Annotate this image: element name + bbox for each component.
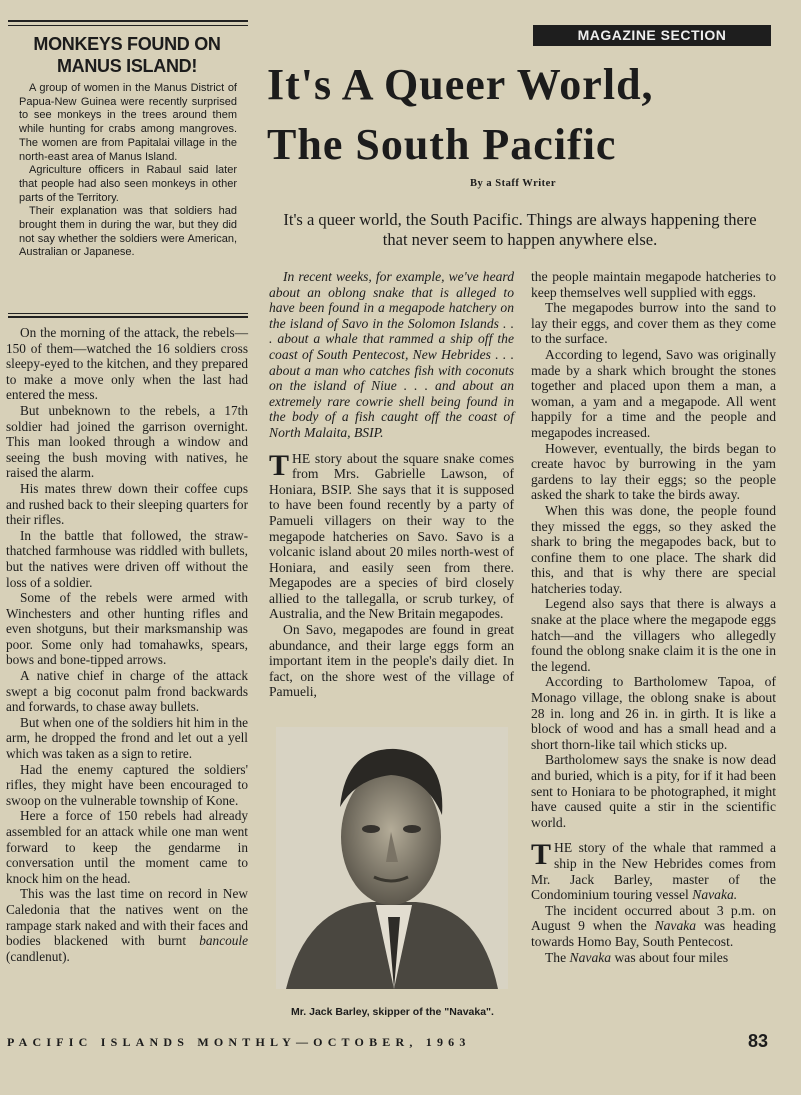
right-column	[531, 269, 776, 965]
article-paragraph: Here a force of 150 rebels had already assembled for an attack while one man went forward to keep the gendarme in conversation until the moment came to knock him on the head.	[6, 808, 248, 886]
article-paragraph: the people maintain megapode hatcheries to keep themselves well supplied with eggs.	[531, 269, 776, 300]
final-paragraph: The Navaka was about four miles	[545, 949, 729, 965]
byline: By a Staff Writer	[470, 178, 556, 189]
square-snake-paragraph: THE story about the square snake comes from Mrs. Gabrielle Lawson, of Honiara, BSIP. She says that it is supposed to have been found recently by a party of Pamueli villagers on their way to the megapode hatcheries on Savo. Savo is a volcanic island about 20 miles north-west of Honiara, and easily seen from there. Megapodes are a species of bird closely allied to the tallegalla, or scrub turkey, of Australia, and the New Britain megapodes.	[269, 448, 514, 622]
section-label	[533, 25, 771, 46]
article-paragraph: A native chief in charge of the attack swept a big coconut palm frond backwards and forwards, to chase away bullets.	[6, 668, 248, 715]
whale-paragraph: THE story of the whale that rammed a ship in the New Hebrides comes from Mr. Jack Barley, master of the Condominium touring vessel Navaka.	[531, 838, 776, 903]
footer-publication: PACIFIC ISLANDS MONTHLY—OCTOBER, 1963	[7, 1035, 471, 1049]
sidebar-headline	[14, 33, 240, 77]
article-paragraph: However, eventually, the birds began to create havoc by burrowing in the yam gardens to lay their eggs; so the people asked the shark to take the birds away.	[531, 440, 776, 503]
sidebar-paragraph: Agriculture officers in Rabaul said later that people had also seen monkeys in other parts of the Territory.	[19, 164, 237, 204]
intro-italic: In recent weeks, for example, we've heard about an oblong snake that is alleged to have been found in a megapode hatchery on the island of Savo in the Solomon Islands . . . about a whale that rammed a ship off the coast of South Pentecost, New Hebrides . . . about a man who catches fish with coconuts on the island of Niue . . . and about an extremely rare cowrie shell being found in the body of a fish caught off the coast of North Malaita, BSIP.	[269, 269, 514, 440]
article-paragraph: But unbeknown to the rebels, a 17th soldier had joined the garrison overnight. This man looked through a window and seeing the bush moving with natives, he raised the alarm.	[6, 402, 248, 481]
sidebar-paragraph: Their explanation was that soldiers had brought them in during the war, but they did not say whether the soldiers were American, Australian or Japanese.	[19, 205, 237, 259]
sidebar-bottom-rule-thin	[8, 313, 248, 314]
photo-caption: Mr. Jack Barley, skipper of the "Navaka".	[291, 1006, 494, 1018]
portrait-image	[276, 727, 508, 989]
article-paragraph: When this was done, the people found they missed the eggs, so they asked the shark to bring the megapodes back, but to confine them to one place. The shark did this, and that is why there are special hatcheries today.	[531, 502, 776, 596]
sidebar-box	[14, 33, 240, 260]
article-paragraph: According to Bartholomew Tapoa, of Monago village, the oblong snake is about 28 in. long and 26 in. in girth. It is like a block of wood and has a small head and a short thorn-like tail which sticks up.	[531, 674, 776, 752]
article-title	[267, 58, 787, 172]
page-number: 83	[748, 1031, 769, 1051]
sidebar-bottom-rule	[8, 316, 248, 318]
sidebar-paragraph: A group of women in the Manus District of Papua-New Guinea were recently surprised to see monkeys in the trees around them while hunting for crabs among mangroves. The women are from Papitalai village in the north-east area of Manus Island.	[19, 82, 237, 163]
standfirst: It's a queer world, the South Pacific. Things are always happening there that never seem to happen anywhere else.	[283, 210, 757, 249]
article-paragraph: The megapodes burrow into the sand to lay their eggs, and cover them as they come to the surface.	[531, 300, 776, 347]
dropcap: T	[269, 448, 290, 482]
article-paragraph: But when one of the soldiers hit him in the arm, he dropped the frond and let out a yell which was taken as a sign to retire.	[6, 714, 248, 762]
article-paragraph: According to legend, Savo was originally made by a shark which brought the stones together and placed upon them a man, a woman, a yam and a megapode. All went happily for a time and the people and megapodes increased.	[531, 346, 776, 440]
middle-column	[269, 269, 514, 700]
article-paragraph-last: This was the last time on record in New Caledonia that the natives went on the rampage stark naked and with their faces and bodies blackened with burnt bancoule (candlenut).	[6, 886, 248, 964]
section-label-text: MAGAZINE SECTION	[577, 27, 727, 43]
megapode-paragraph: On Savo, megapodes are found in great abundance, and their large eggs form an important item in the people's daily diet. In fact, on the shore west of the village of Pamueli,	[269, 622, 514, 700]
sidebar-headline-line1: MONKEYS FOUND ON	[33, 34, 221, 54]
article-paragraph: Had the enemy captured the soldiers' rifles, they might have been encouraged to swoop on the vulnerable township of Kone.	[6, 761, 248, 808]
dropcap: T	[531, 838, 552, 872]
sidebar-headline-line2: MANUS ISLAND!	[56, 56, 198, 76]
sidebar-top-rule-thin	[8, 25, 248, 26]
title-line2: The South Pacific	[267, 120, 617, 169]
article-paragraph: Some of the rebels were armed with Winchesters and other hunting rifles and even shotguns, but their marksmanship was poor. Some only had tomahawks, spears, bows and bone-tipped arrows.	[6, 590, 248, 668]
article-paragraph: His mates threw down their coffee cups and rushed back to their sleeping quarters for their rifles.	[6, 480, 248, 528]
article-paragraph: On the morning of the attack, the rebels—150 of them—watched the 16 soldiers cross sleepy-eyed to the kitchen, and they prepared to make a move only when the last had entered the mess.	[6, 325, 248, 403]
sidebar-top-rule	[8, 20, 248, 22]
title-line1: It's A Queer World,	[267, 60, 654, 109]
incident-paragraph: The incident occurred about 3 p.m. on August 9 when the Navaka was heading towards Homo Bay, South Pentecost.	[531, 902, 776, 949]
sidebar-body	[14, 82, 240, 260]
left-column	[6, 325, 248, 964]
article-paragraph: In the battle that followed, the straw-thatched farmhouse was riddled with bullets, but the natives were driven off without the loss of a soldier.	[6, 527, 248, 590]
article-paragraph: Bartholomew says the snake is now dead and buried, which is a pity, for if it had been sent to Honiara to be photographed, it might have caused quite a stir in the scientific world.	[531, 752, 776, 830]
article-paragraph: Legend also says that there is always a snake at the place where the megapode eggs hatch—and the villagers who allegedly found the oblong snake claim it is the one in the legend.	[531, 596, 776, 674]
photo	[276, 727, 508, 989]
